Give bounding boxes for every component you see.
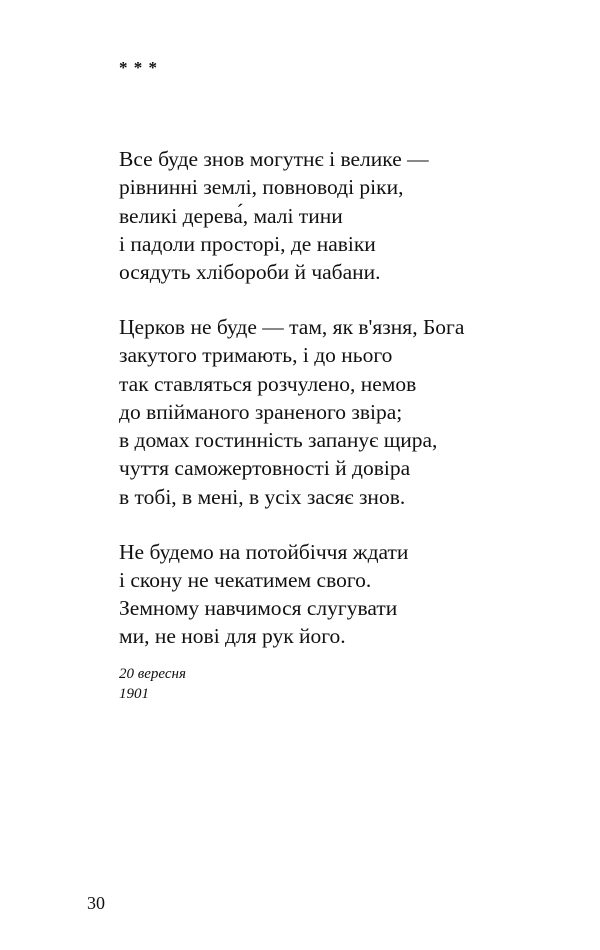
poem-line: до впійманого зраненого звіра; (119, 399, 403, 424)
poem-line: і падоли просторі, де навіки (119, 231, 376, 256)
poem-line: великі дерева́, малі тини (119, 203, 343, 228)
stanza-1 (119, 145, 559, 286)
poem-line: осядуть хлібороби й чабани. (119, 260, 381, 285)
poem-body (119, 145, 559, 677)
stanza-3 (119, 538, 559, 651)
poem-line: в домах гостинність запанує щира, (119, 428, 438, 453)
poem-line: рівнинні землі, повноводі ріки, (119, 175, 404, 200)
poem-line: Не будемо на потойбіччя ждати (119, 539, 409, 564)
poem-line: закутого тримають, і до нього (119, 343, 393, 368)
page-number: 30 (87, 893, 105, 913)
poem-line: так ставляться розчулено, немов (119, 371, 417, 396)
poem-line: Земному навчимося слугувати (119, 596, 398, 621)
date-year: 1901 (119, 686, 149, 702)
poem-line: ми, не нові для рук його. (119, 624, 346, 649)
stanza-2 (119, 313, 559, 511)
poem-line: в тобі, в мені, в усіх засяє знов. (119, 484, 406, 509)
poem-line: Церков не буде — там, як в'язня, Бога (119, 314, 465, 339)
poem-line: Все буде знов могутнє і велике — (119, 147, 429, 171)
poem-line: і скону не чекатимем свого. (119, 567, 372, 592)
poem-line: чуття саможертовності й довіра (119, 456, 411, 481)
poem-date (119, 664, 186, 704)
section-ornament: * * * (119, 58, 158, 77)
date-day-month: 20 вересня (119, 666, 186, 682)
